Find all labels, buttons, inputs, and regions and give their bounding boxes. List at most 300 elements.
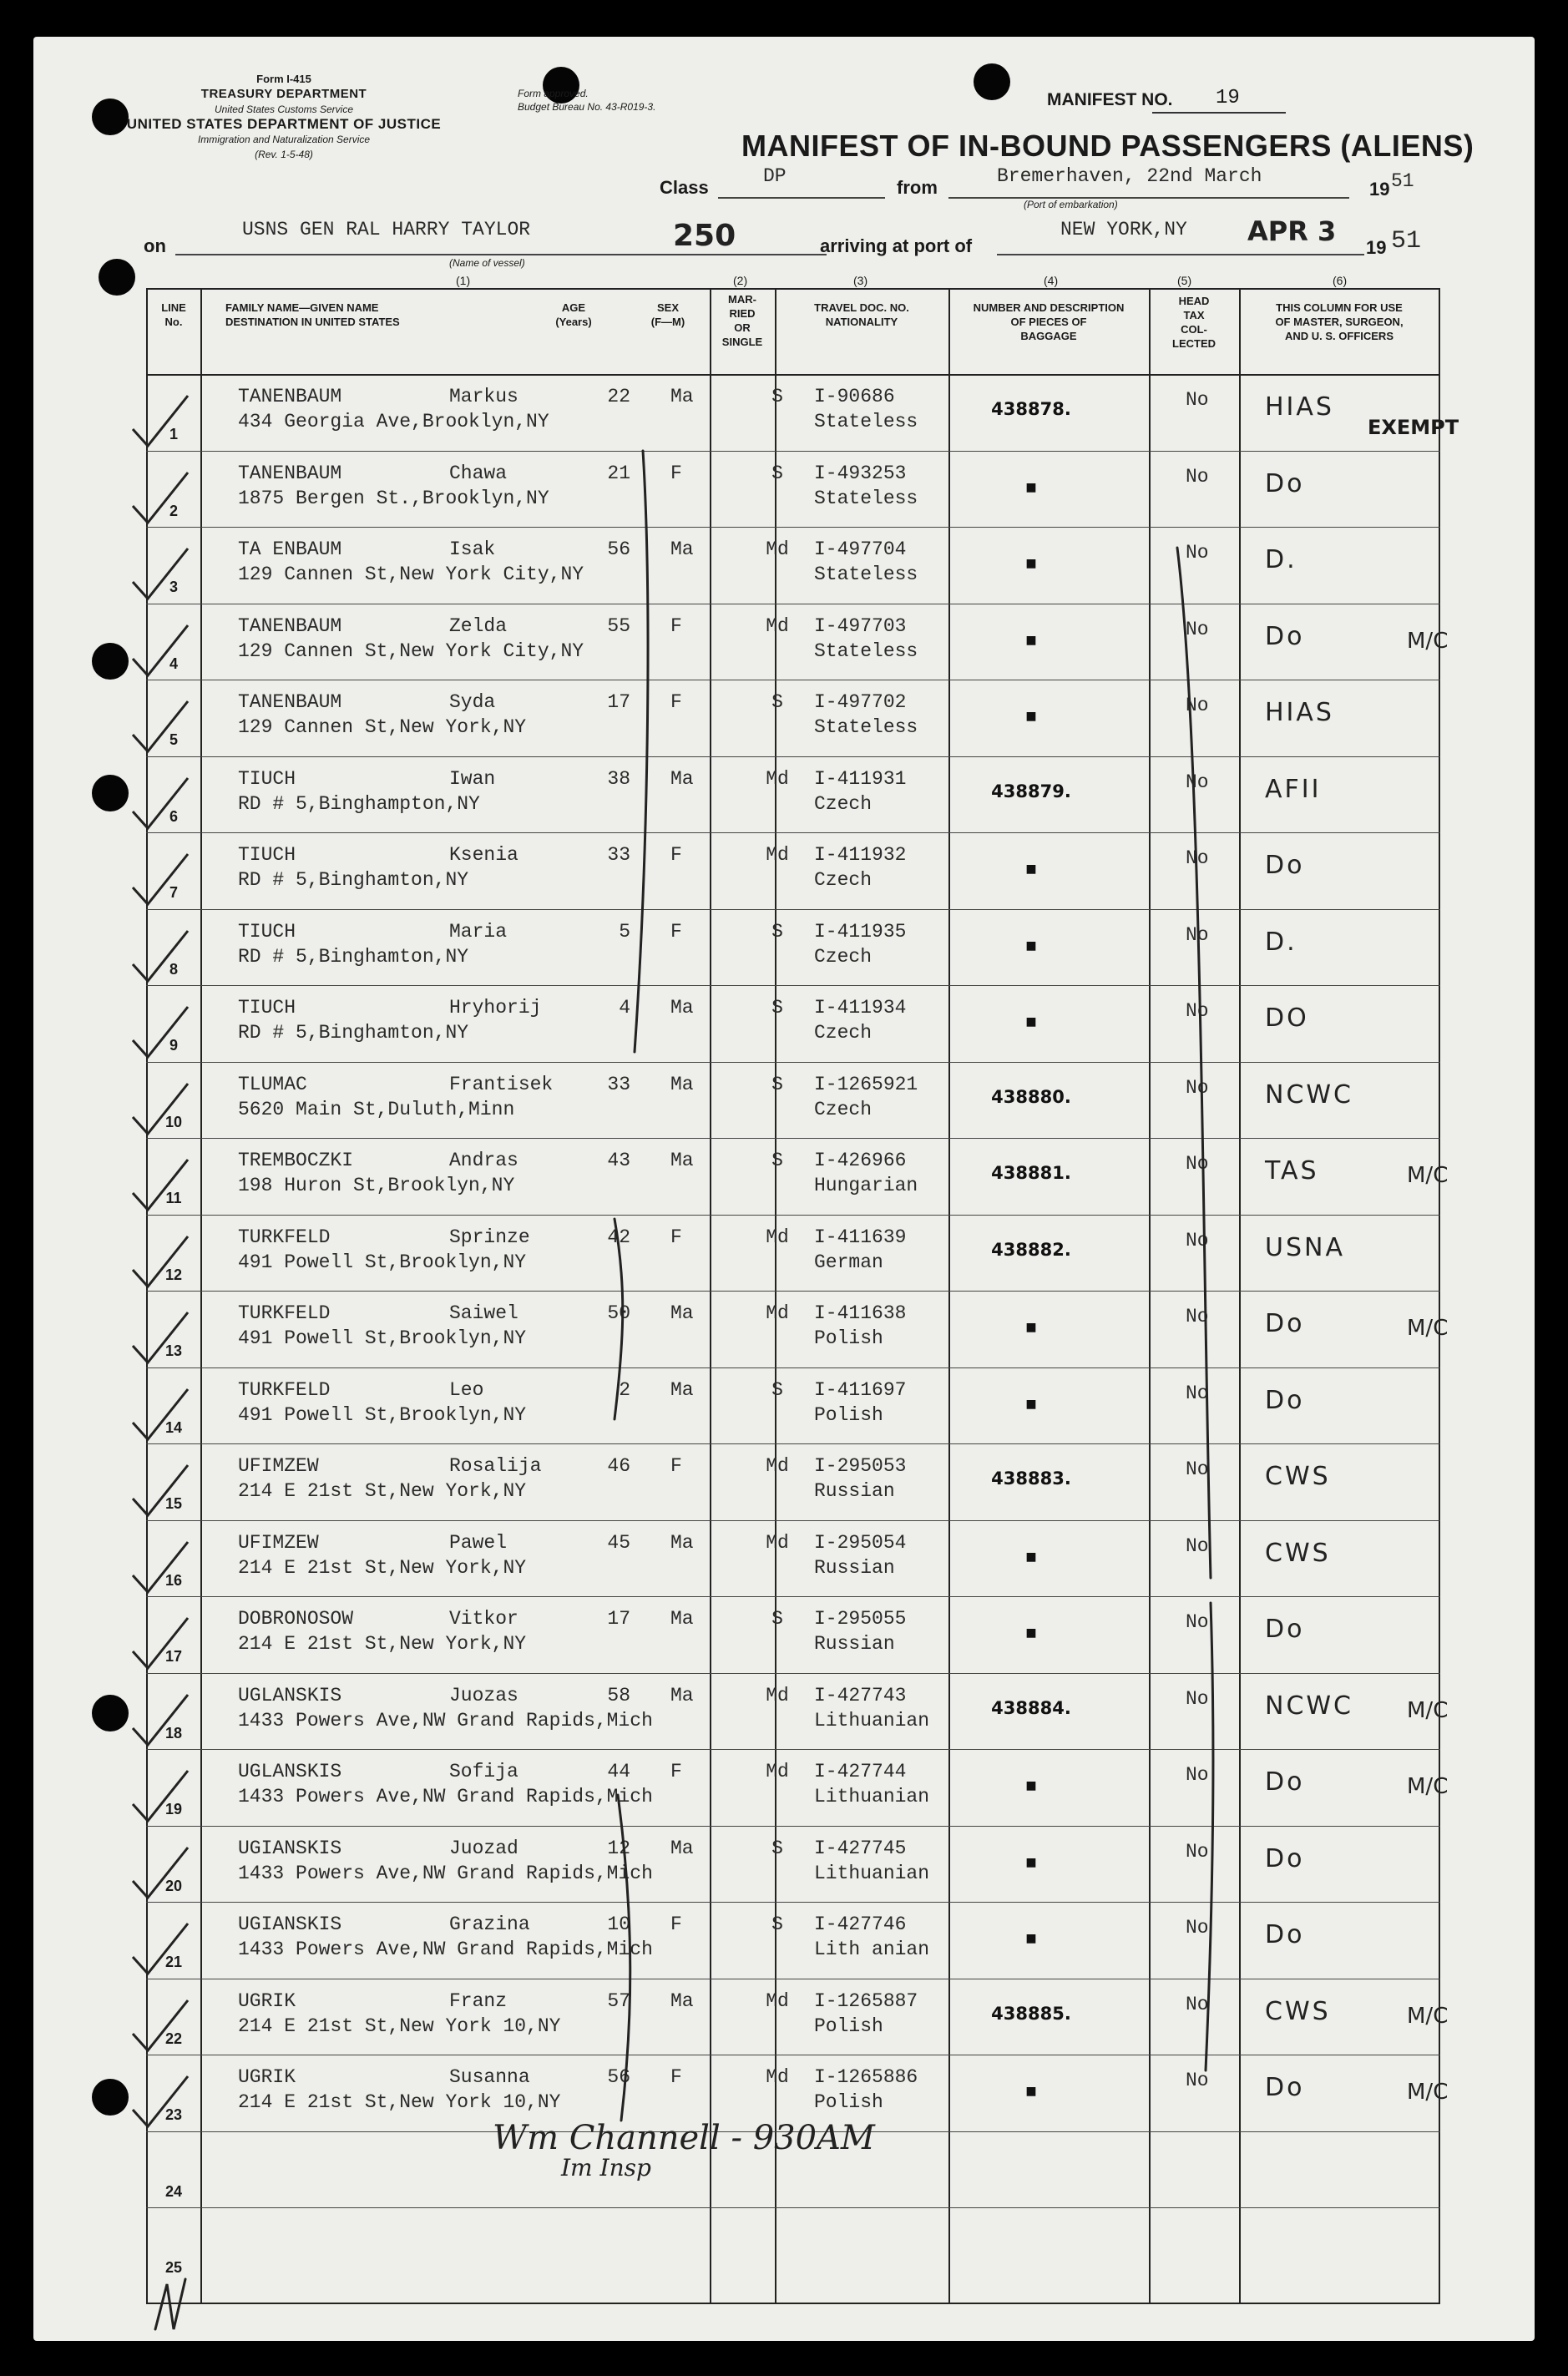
col-travel-sub: NATIONALITY [825, 316, 898, 328]
baggage: ■ [1025, 633, 1037, 647]
customs-label: United States Customs Service [214, 104, 354, 115]
officer-note: HIAS [1265, 392, 1334, 422]
sex: Ma [670, 1989, 694, 2012]
col-name-sub: DESTINATION IN UNITED STATES [225, 316, 400, 328]
head-tax: No [1186, 1917, 1209, 1939]
page-title: MANIFEST OF IN-BOUND PASSENGERS (ALIENS) [741, 129, 1474, 163]
destination: RD # 5,Binghamton,NY [238, 945, 469, 968]
officer-note-2: M/C [1407, 1697, 1449, 1723]
family-name: UGLANSKIS [238, 1684, 342, 1706]
head-tax: No [1186, 1153, 1209, 1175]
year-prefix-2: 19 [1366, 237, 1387, 258]
vessel-caption: (Name of vessel) [449, 257, 525, 269]
nationality: Lith anian [814, 1939, 930, 1960]
sex: F [670, 462, 682, 484]
inspector-title: Im Insp [561, 2154, 651, 2181]
travel-doc-no: I-497704 [814, 538, 907, 560]
arrival-date: APR 3 [1247, 215, 1337, 247]
age: 43 [607, 1150, 630, 1171]
destination: 214 E 21st St,New York 10,NY [238, 2091, 561, 2113]
nationality: Polish [814, 2091, 883, 2113]
year-value-2: 51 [1391, 227, 1422, 255]
budget-bureau-line: Budget Bureau No. 43-R019-3. [518, 101, 656, 113]
nationality: Polish [814, 1403, 883, 1426]
nationality: Stateless [814, 411, 918, 432]
travel-doc-no: I-90686 [814, 386, 895, 407]
given-name: Sprinze [449, 1226, 530, 1248]
baggage: ■ [1025, 2085, 1037, 2098]
officer-note: Do [1265, 2073, 1305, 2102]
line-number: 25 [164, 2259, 183, 2276]
nationality: Czech [814, 1022, 873, 1044]
marital-status: S [771, 1150, 783, 1171]
head-tax: No [1186, 1229, 1209, 1251]
ins-label: Immigration and Naturalization Service [197, 134, 371, 145]
head-tax: No [1186, 1764, 1209, 1786]
travel-doc-no: I-411931 [814, 767, 907, 790]
justice-label: UNITED STATES DEPARTMENT OF JUSTICE [126, 116, 442, 132]
baggage: ■ [1025, 938, 1037, 953]
travel-doc-no: I-1265887 [814, 1989, 918, 2012]
nationality: Stateless [814, 564, 918, 585]
baggage: 438879. [991, 781, 1071, 801]
age: 33 [607, 844, 630, 866]
baggage: 438885. [991, 2003, 1071, 2024]
line-number: 5 [169, 731, 178, 748]
family-name: TURKFELD [238, 1226, 331, 1248]
family-name: UFIMZEW [238, 1455, 319, 1477]
head-tax: No [1186, 618, 1209, 640]
marital-status: S [771, 997, 783, 1019]
inspector-signature: Wm Channell - 930AM [493, 2119, 875, 2157]
destination: 1433 Powers Ave,NW Grand Rapids,Mich [238, 1862, 653, 1884]
officer-note: NCWC [1265, 1079, 1353, 1110]
nationality: Czech [814, 1098, 873, 1120]
year-prefix: 19 [1369, 179, 1390, 200]
baggage: ■ [1025, 1549, 1037, 1564]
given-name: Pawel [449, 1531, 508, 1554]
head-tax: No [1186, 1306, 1209, 1327]
destination: 5620 Main St,Duluth,Minn [238, 1098, 515, 1120]
travel-doc-no: I-427745 [814, 1837, 907, 1859]
sex: Ma [670, 538, 694, 560]
head-tax: No [1186, 695, 1209, 716]
age: 45 [607, 1531, 630, 1554]
sex: Ma [670, 1837, 694, 1859]
col-travel-label: TRAVEL DOC. NO. [814, 301, 909, 314]
col-tax-l4: LECTED [1172, 337, 1216, 350]
column-number: (6) [1333, 274, 1348, 287]
head-tax: No [1186, 1000, 1209, 1022]
nationality: Lithuanian [814, 1709, 930, 1731]
baggage: 438884. [991, 1697, 1071, 1718]
travel-doc-no: I-411639 [814, 1226, 907, 1248]
travel-doc-no: I-427743 [814, 1684, 907, 1706]
sex: Ma [670, 997, 694, 1019]
given-name: Rosalija [449, 1455, 542, 1477]
marital-status: S [771, 920, 783, 943]
family-name: TANENBAUM [238, 691, 342, 713]
marital-status: S [771, 1073, 783, 1095]
family-name: UGIANSKIS [238, 1913, 342, 1935]
bracket-mark [618, 1795, 630, 2121]
family-name: UGRIK [238, 1989, 296, 2012]
nationality: Lithuanian [814, 1862, 930, 1884]
line-number: 8 [169, 960, 178, 978]
given-name: Leo [449, 1378, 484, 1401]
year-value: 51 [1391, 170, 1414, 192]
sex: Ma [670, 1378, 694, 1401]
line-number: 19 [164, 1801, 183, 1817]
baggage: 438881. [991, 1163, 1071, 1183]
baggage: ■ [1025, 1855, 1037, 1869]
destination: 434 Georgia Ave,Brooklyn,NY [238, 411, 549, 432]
family-name: TIUCH [238, 767, 296, 790]
line-number: 2 [169, 502, 178, 519]
travel-doc-no: I-411934 [814, 997, 907, 1019]
tax-vertical-mark [1206, 1603, 1213, 2070]
marital-status: S [771, 1913, 783, 1935]
age: 57 [607, 1989, 630, 2012]
column-number: (4) [1044, 274, 1059, 287]
given-name: Grazina [449, 1913, 530, 1935]
age: 38 [607, 767, 630, 790]
age: 17 [607, 1608, 630, 1630]
marital-status: Md [766, 1455, 789, 1477]
family-name: TIUCH [238, 997, 296, 1019]
baggage: 438882. [991, 1239, 1071, 1260]
sex: Ma [670, 1684, 694, 1706]
given-name: Franz [449, 1989, 508, 2012]
age: 44 [607, 1761, 630, 1782]
baggage: ■ [1025, 480, 1037, 494]
age: 2 [619, 1378, 630, 1401]
nationality: Lithuanian [814, 1786, 930, 1807]
family-name: TLUMAC [238, 1073, 307, 1095]
age: 4 [619, 997, 630, 1019]
line-number: 7 [169, 884, 178, 901]
line-number: 13 [164, 1342, 183, 1359]
marital-status: Md [766, 1684, 789, 1706]
embarkation-value: Bremerhaven, 22nd March [997, 165, 1262, 187]
destination: 214 E 21st St,New York 10,NY [238, 2015, 561, 2037]
baggage: ■ [1025, 862, 1037, 876]
destination: 491 Powell St,Brooklyn,NY [238, 1327, 527, 1349]
given-name: Saiwel [449, 1302, 518, 1324]
sex: F [670, 920, 682, 943]
given-name: Vitkor [449, 1608, 518, 1630]
column-number: (1) [456, 274, 471, 287]
baggage: ■ [1025, 1015, 1037, 1029]
travel-doc-no: I-1265886 [814, 2066, 918, 2088]
marital-status: S [771, 386, 783, 407]
travel-doc-no: I-411935 [814, 920, 907, 943]
travel-doc-no: I-411697 [814, 1378, 907, 1401]
age: 55 [607, 614, 630, 637]
line-number: 11 [165, 1190, 182, 1206]
head-tax: No [1186, 1611, 1209, 1633]
sex: Ma [670, 1531, 694, 1554]
line-number: 24 [164, 2182, 183, 2200]
bracket-mark [635, 451, 648, 1052]
nationality: Stateless [814, 639, 918, 662]
head-tax: No [1186, 1993, 1209, 2015]
marital-status: Md [766, 538, 789, 560]
line-number: 12 [164, 1266, 183, 1283]
officer-note: Do [1265, 1920, 1305, 1949]
col-tax-l1: HEAD [1178, 295, 1210, 307]
line-number: 3 [169, 579, 178, 595]
sex: F [670, 1455, 682, 1477]
marital-status: Md [766, 1302, 789, 1324]
baggage: ■ [1025, 710, 1037, 723]
baggage: 438878. [991, 399, 1071, 419]
line-number: 18 [164, 1724, 183, 1742]
on-label: on [144, 235, 166, 256]
head-tax: No [1186, 465, 1209, 488]
col-baggage-l3: BAGGAGE [1020, 330, 1077, 342]
age: 50 [607, 1302, 630, 1324]
officer-note: HIAS [1265, 698, 1334, 727]
sex: F [670, 1761, 682, 1782]
nationality: Polish [814, 1327, 883, 1349]
stamp-number: 250 [673, 219, 736, 253]
given-name: Andras [449, 1150, 518, 1171]
nationality: Czech [814, 792, 873, 815]
line-number: 16 [164, 1571, 183, 1589]
marital-status: Md [766, 1226, 789, 1248]
nationality: Hungarian [814, 1175, 918, 1196]
travel-doc-no: I-497702 [814, 691, 907, 713]
given-name: Isak [449, 538, 496, 560]
officer-note: CWS [1265, 1462, 1331, 1491]
col-sex-sub: (F—M) [650, 316, 685, 328]
officer-note: Do [1265, 1309, 1305, 1338]
baggage: ■ [1025, 1779, 1037, 1792]
line-number: 14 [164, 1418, 183, 1436]
revision-label: (Rev. 1-5-48) [255, 149, 313, 160]
head-tax: No [1186, 1840, 1209, 1863]
arriving-label: arriving at port of [820, 235, 973, 256]
age: 42 [607, 1226, 630, 1248]
family-name: TANENBAUM [238, 462, 342, 484]
officer-note: CWS [1265, 1996, 1331, 2026]
marital-status: S [771, 1608, 783, 1630]
marital-status: Md [766, 1531, 789, 1554]
age: 17 [607, 691, 630, 713]
col-baggage-l1: NUMBER AND DESCRIPTION [973, 301, 1125, 314]
col-married-l1: MAR- [728, 293, 756, 306]
line-number: 1 [169, 426, 178, 442]
baggage: ■ [1025, 557, 1037, 570]
approval-line: Form approved. [518, 88, 589, 99]
baggage: 438883. [991, 1469, 1071, 1489]
head-tax: No [1186, 2070, 1209, 2091]
destination: 214 E 21st St,New York,NY [238, 1556, 527, 1579]
baggage: 438880. [991, 1086, 1071, 1107]
family-name: TURKFELD [238, 1378, 331, 1401]
officer-note: D. [1265, 927, 1297, 957]
line-number: 22 [164, 2030, 183, 2047]
marital-status: Md [766, 614, 789, 637]
destination: RD # 5,Binghampton,NY [238, 792, 480, 815]
marital-status: S [771, 462, 783, 484]
officer-note: Do [1265, 851, 1305, 880]
age: 58 [607, 1684, 630, 1706]
travel-doc-no: I-427746 [814, 1913, 907, 1935]
sex: Ma [670, 1150, 694, 1171]
given-name: Chawa [449, 462, 508, 484]
baggage: ■ [1025, 1321, 1037, 1334]
age: 56 [607, 2066, 630, 2088]
col-tax-l3: COL- [1181, 323, 1207, 336]
officer-note: CWS [1265, 1538, 1331, 1568]
column-number: (3) [853, 274, 868, 287]
sex: F [670, 1913, 682, 1935]
nationality: Czech [814, 945, 873, 968]
travel-doc-no: I-411932 [814, 844, 907, 866]
given-name: Hryhorij [449, 997, 542, 1019]
family-name: UGLANSKIS [238, 1761, 342, 1782]
officer-note: AFII [1265, 774, 1322, 804]
col-officers-l2: OF MASTER, SURGEON, [1275, 316, 1404, 328]
manifest-no-label: MANIFEST NO. [1047, 90, 1173, 109]
baggage: ■ [1025, 1932, 1037, 1945]
travel-doc-no: I-427744 [814, 1761, 907, 1782]
given-name: Juozas [449, 1684, 518, 1706]
given-name: Frantisek [449, 1073, 554, 1095]
family-name: TIUCH [238, 920, 296, 943]
marital-status: Md [766, 1989, 789, 2012]
destination: 214 E 21st St,New York,NY [238, 1480, 527, 1502]
exempt-note: EXEMPT [1368, 416, 1459, 439]
officer-note: TAS [1265, 1156, 1319, 1185]
officer-note-2: M/C [1407, 1163, 1449, 1188]
form-number: Form I-415 [256, 73, 311, 85]
marital-status: S [771, 1837, 783, 1859]
nationality: Stateless [814, 487, 918, 509]
marital-status: S [771, 1378, 783, 1401]
officer-note: NCWC [1265, 1691, 1353, 1721]
line-number: 10 [164, 1113, 183, 1130]
treasury-label: TREASURY DEPARTMENT [200, 87, 367, 101]
given-name: Maria [449, 920, 508, 943]
given-name: Zelda [449, 614, 508, 637]
travel-doc-no: I-411638 [814, 1302, 907, 1324]
travel-doc-no: I-497703 [814, 614, 907, 637]
family-name: UFIMZEW [238, 1531, 319, 1554]
age: 12 [607, 1837, 630, 1859]
officer-note-2: M/C [1407, 1774, 1449, 1799]
col-age-sub: (Years) [555, 316, 592, 328]
family-name: TANENBAUM [238, 386, 342, 407]
nationality: Polish [814, 2015, 883, 2037]
age: 10 [607, 1913, 630, 1935]
baggage: ■ [1025, 1626, 1037, 1640]
col-line-sub: No. [164, 316, 183, 328]
column-number: (5) [1177, 274, 1192, 287]
sex: F [670, 844, 682, 866]
nationality: German [814, 1251, 883, 1273]
age: 46 [607, 1455, 630, 1477]
head-tax: No [1186, 771, 1209, 793]
officer-note: DO [1265, 1003, 1309, 1033]
sex: Ma [670, 1302, 694, 1324]
sex: Ma [670, 1073, 694, 1095]
arrival-port: NEW YORK,NY [1060, 219, 1187, 240]
destination: 129 Cannen St,New York,NY [238, 716, 527, 738]
destination: 214 E 21st St,New York,NY [238, 1633, 527, 1655]
line-number: 20 [164, 1877, 183, 1894]
marital-status: Md [766, 767, 789, 790]
given-name: Markus [449, 386, 518, 407]
sex: Ma [670, 767, 694, 790]
officer-note: Do [1265, 1385, 1305, 1415]
head-tax: No [1186, 1382, 1209, 1404]
head-tax: No [1186, 1458, 1209, 1480]
col-officers-l3: AND U. S. OFFICERS [1284, 330, 1393, 342]
col-married-l2: RIED [729, 307, 756, 320]
manifest-no-value: 19 [1216, 87, 1240, 109]
age: 22 [607, 386, 630, 407]
port-embarkation-caption: (Port of embarkation) [1024, 199, 1118, 210]
given-name: Juozad [449, 1837, 518, 1859]
sex: F [670, 614, 682, 637]
head-tax: No [1186, 1076, 1209, 1099]
line-number: 17 [164, 1648, 183, 1665]
destination: 129 Cannen St,New York City,NY [238, 639, 584, 662]
marital-status: S [771, 691, 783, 713]
travel-doc-no: I-1265921 [814, 1073, 918, 1095]
tax-vertical-mark [1177, 548, 1211, 1578]
col-married-l4: SINGLE [721, 336, 763, 348]
column-number: (2) [733, 274, 748, 287]
line-number: 23 [164, 2106, 183, 2123]
nationality: Stateless [814, 716, 918, 738]
col-tax-l2: TAX [1183, 309, 1205, 321]
bracket-mark [615, 1219, 623, 1419]
destination: 491 Powell St,Brooklyn,NY [238, 1251, 527, 1273]
corner-mark [155, 2279, 185, 2329]
sex: F [670, 2066, 682, 2088]
sex: Ma [670, 386, 694, 407]
officer-note: D. [1265, 545, 1297, 574]
col-married-l3: OR [734, 321, 751, 334]
age: 33 [607, 1073, 630, 1095]
marital-status: Md [766, 844, 789, 866]
family-name: DOBRONOSOW [238, 1608, 354, 1630]
col-sex-label: SEX [656, 301, 679, 314]
head-tax: No [1186, 1687, 1209, 1710]
nationality: Czech [814, 869, 873, 891]
nationality: Russian [814, 1480, 895, 1502]
given-name: Ksenia [449, 844, 518, 866]
destination: 198 Huron St,Brooklyn,NY [238, 1175, 515, 1196]
nationality: Russian [814, 1633, 895, 1655]
head-tax: No [1186, 542, 1209, 564]
head-tax: No [1186, 1534, 1209, 1557]
col-baggage-l2: OF PIECES OF [1010, 316, 1087, 328]
col-age-label: AGE [561, 301, 586, 314]
from-label: from [897, 177, 938, 198]
travel-doc-no: I-295053 [814, 1455, 907, 1477]
given-name: Susanna [449, 2066, 530, 2088]
sex: Ma [670, 1608, 694, 1630]
marital-status: Md [766, 2066, 789, 2088]
officer-note: Do [1265, 1843, 1305, 1873]
officer-note-2: M/C [1407, 628, 1449, 654]
baggage: ■ [1025, 1397, 1037, 1411]
